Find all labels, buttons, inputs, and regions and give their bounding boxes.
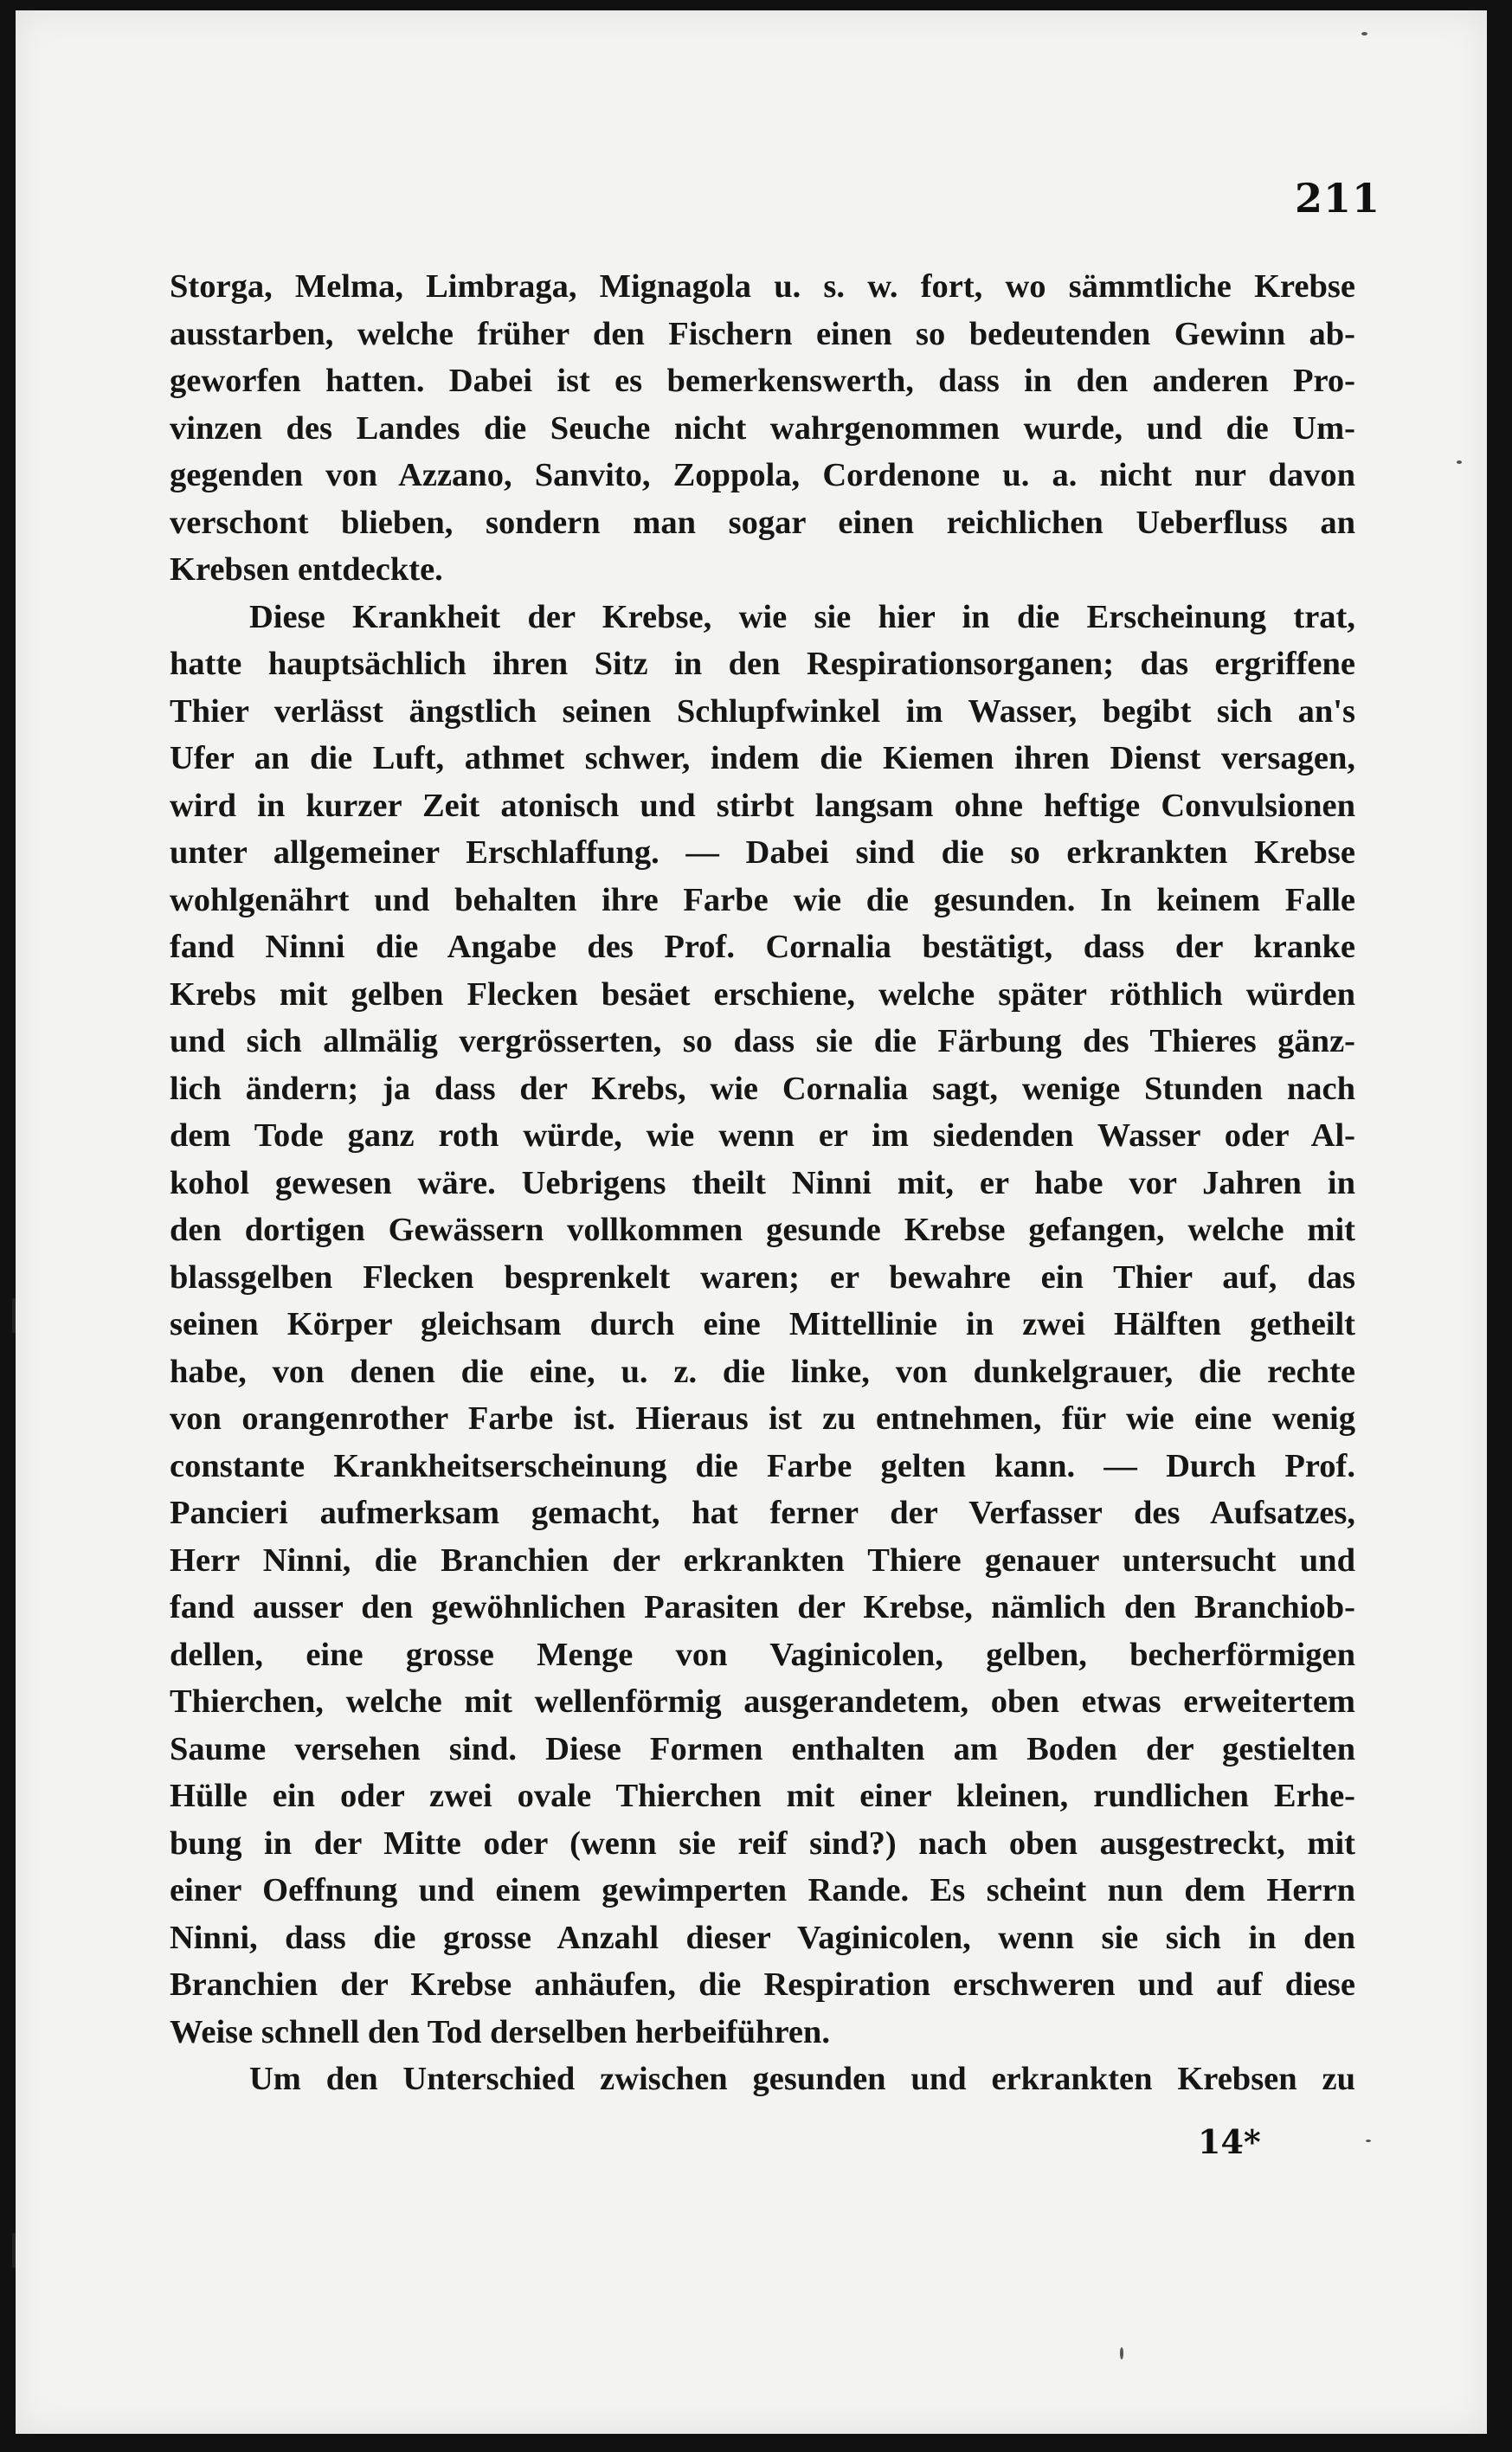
text-line: lich ändern; ja dass der Krebs, wie Cornalia sagt, wenige Stunden nach: [170, 1070, 1355, 1107]
text-line: Weise schnell den Tod derselben herbeiführen.: [170, 2013, 830, 2050]
signature-mark: 14*: [1198, 2122, 1261, 2161]
scan-edge-mark: [12, 2233, 16, 2268]
text-line: Ufer an die Luft, athmet schwer, indem die Kiemen ihren Dienst versagen,: [170, 740, 1355, 776]
scan-speck: [1120, 2347, 1123, 2359]
text-line: Um den Unterschied zwischen gesunden und erkrankten Krebsen zu: [249, 2061, 1355, 2097]
text-line: kohol gewesen wäre. Uebrigens theilt Ninni mit, er habe vor Jahren in: [170, 1164, 1355, 1201]
text-line: von orangenrother Farbe ist. Hieraus ist zu entnehmen, für wie eine wenig: [170, 1400, 1355, 1437]
text-line: Diese Krankheit der Krebse, wie sie hier in die Erscheinung trat,: [249, 598, 1355, 635]
text-line: Krebsen entdeckte.: [170, 551, 443, 588]
text-line: dellen, eine grosse Menge von Vaginicolen, gelben, becherförmigen: [170, 1636, 1355, 1673]
text-line: Branchien der Krebse anhäufen, die Respiration erschweren und auf diese: [170, 1966, 1355, 2003]
text-line: einer Oeffnung und einem gewimperten Rande. Es scheint nun dem Herrn: [170, 1872, 1355, 1908]
text-line: blassgelben Flecken besprenkelt waren; er bewahre ein Thier auf, das: [170, 1258, 1355, 1296]
text-line: Herr Ninni, die Branchien der erkrankten Thiere genauer untersucht und: [170, 1541, 1355, 1579]
body-text: [170, 263, 1355, 2103]
text-line: verschont blieben, sondern man sogar einen reichlichen Ueberfluss an: [170, 504, 1355, 541]
text-line: fand Ninni die Angabe des Prof. Cornalia bestätigt, dass der kranke: [170, 929, 1355, 965]
text-line: wohlgenährt und behalten ihre Farbe wie die gesunden. In keinem Falle: [170, 881, 1355, 918]
text-line: dem Tode ganz roth würde, wie wenn er im siedenden Wasser oder Al-: [170, 1117, 1355, 1154]
text-line: Ninni, dass die grosse Anzahl dieser Vaginicolen, wenn sie sich in den: [170, 1919, 1355, 1956]
text-line: seinen Körper gleichsam durch eine Mittellinie in zwei Hälften getheilt: [170, 1306, 1355, 1342]
text-line: vinzen des Landes die Seuche nicht wahrgenommen wurde, und die Um-: [170, 409, 1355, 447]
text-line: ausstarben, welche früher den Fischern einen so bedeutenden Gewinn ab-: [170, 315, 1355, 352]
text-line: gegenden von Azzano, Sanvito, Zoppola, Cordenone u. a. nicht nur davon: [170, 457, 1355, 493]
text-line: constante Krankheitserscheinung die Farbe gelten kann. — Durch Prof.: [170, 1447, 1355, 1484]
scan-speck: [1366, 2140, 1371, 2142]
book-page: [16, 10, 1487, 2434]
text-line: Hülle ein oder zwei ovale Thierchen mit einer kleinen, rundlichen Erhe-: [170, 1778, 1355, 1814]
text-line: Storga, Melma, Limbraga, Mignagola u. s. w. fort, wo sämmtliche Krebse: [170, 268, 1355, 305]
scan-edge-mark: [12, 1298, 16, 1333]
text-line: unter allgemeiner Erschlaffung. — Dabei sind die so erkrankten Krebse: [170, 834, 1355, 871]
text-line: Thier verlässt ängstlich seinen Schlupfwinkel im Wasser, begibt sich an's: [170, 692, 1355, 730]
text-line: fand ausser den gewöhnlichen Parasiten der Krebse, nämlich den Branchiob-: [170, 1589, 1355, 1625]
scan-speck: [1457, 460, 1462, 464]
text-line: habe, von denen die eine, u. z. die linke, von dunkelgrauer, die rechte: [170, 1353, 1355, 1390]
text-line: und sich allmälig vergrösserten, so dass sie die Färbung des Thieres gänz-: [170, 1023, 1355, 1059]
text-line: Thierchen, welche mit wellenförmig ausgerandetem, oben etwas erweitertem: [170, 1683, 1355, 1720]
text-line: Saume versehen sind. Diese Formen enthalten am Boden der gestielten: [170, 1730, 1355, 1767]
page-number: 211: [1295, 175, 1381, 222]
text-line: hatte hauptsächlich ihren Sitz in den Respirationsorganen; das ergriffene: [170, 646, 1355, 682]
scan-speck: [1361, 32, 1367, 35]
text-line: Krebs mit gelben Flecken besäet erschiene, welche später röthlich würden: [170, 975, 1355, 1013]
text-line: bung in der Mitte oder (wenn sie reif sind?) nach oben ausgestreckt, mit: [170, 1825, 1355, 1862]
text-line: Pancieri aufmerksam gemacht, hat ferner der Verfasser des Aufsatzes,: [170, 1495, 1355, 1531]
text-line: geworfen hatten. Dabei ist es bemerkenswerth, dass in den anderen Pro-: [170, 363, 1355, 399]
text-line: den dortigen Gewässern vollkommen gesunde Krebse gefangen, welche mit: [170, 1212, 1355, 1248]
text-line: wird in kurzer Zeit atonisch und stirbt langsam ohne heftige Convulsionen: [170, 787, 1355, 824]
